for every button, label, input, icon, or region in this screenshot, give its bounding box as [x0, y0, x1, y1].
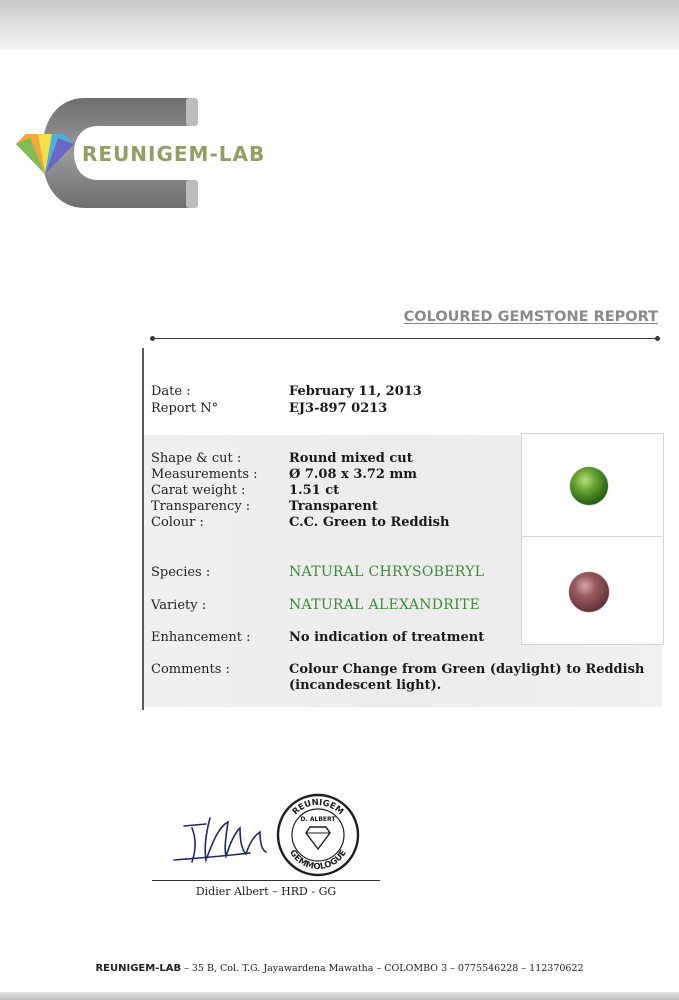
stone-photo-daylight — [570, 467, 608, 505]
variety-label: Variety : — [151, 598, 207, 613]
comments-line-1: Colour Change from Green (daylight) to Reddish — [289, 662, 645, 677]
comments-label: Comments : — [151, 662, 230, 677]
lab-name-logo: REUNIGEM-LAB — [82, 142, 266, 166]
footer — [0, 963, 679, 974]
report-title: COLOURED GEMSTONE REPORT — [403, 309, 658, 325]
seal-bottom-text: GEMMOLOGUE — [287, 848, 349, 873]
transparency-label: Transparency : — [151, 499, 251, 514]
bottom-band — [0, 992, 679, 1000]
report-number-label: Report N° — [151, 401, 219, 416]
seal-middle-text: D. ALBERT — [300, 816, 336, 823]
rainbow-diamond-icon — [16, 134, 74, 174]
divider-dot — [655, 336, 660, 341]
footer-brand: REUNIGEM-LAB — [95, 963, 182, 974]
variety-value: NATURAL ALEXANDRITE — [289, 597, 481, 613]
divider — [152, 338, 658, 339]
seal-top-text: REUNIGEM — [290, 797, 346, 818]
stone-photo-frame — [521, 433, 664, 645]
colour-value: C.C. Green to Reddish — [289, 515, 450, 530]
signature-line — [152, 880, 380, 881]
carat-weight-label: Carat weight : — [151, 483, 246, 498]
shape-cut-label: Shape & cut : — [151, 451, 242, 466]
stone-photo-incandescent — [569, 572, 609, 612]
photo-divider — [521, 536, 662, 537]
species-value: NATURAL CHRYSOBERYL — [289, 564, 485, 580]
carat-weight-value: 1.51 ct — [289, 483, 340, 498]
colour-label: Colour : — [151, 515, 204, 530]
top-band — [0, 0, 679, 50]
report-number-value: EJ3-897 0213 — [289, 401, 388, 416]
measurements-value: Ø 7.08 x 3.72 mm — [289, 467, 418, 482]
gemmologist-seal — [276, 793, 360, 877]
measurements-label: Measurements : — [151, 467, 258, 482]
date-label: Date : — [151, 384, 191, 399]
divider-dot — [150, 336, 155, 341]
comments-line-2: (incandescent light). — [289, 678, 442, 693]
species-label: Species : — [151, 565, 211, 580]
shape-cut-value: Round mixed cut — [289, 451, 413, 466]
enhancement-value: No indication of treatment — [289, 630, 485, 645]
footer-address: – 35 B, Col. T.G. Jayawardena Mawatha – COLOMBO 3 – 0775546228 – 112370622 — [181, 963, 584, 974]
signer-name: Didier Albert – HRD - GG — [195, 885, 337, 898]
date-value: February 11, 2013 — [289, 384, 422, 399]
transparency-value: Transparent — [289, 499, 378, 514]
enhancement-label: Enhancement : — [151, 630, 251, 645]
